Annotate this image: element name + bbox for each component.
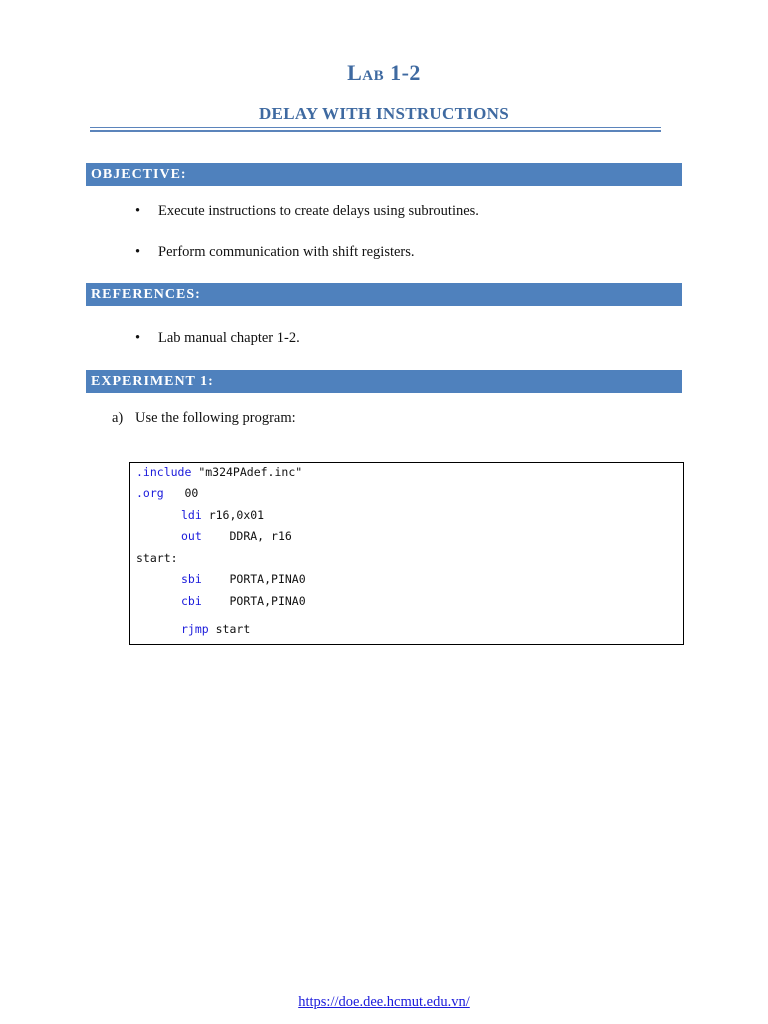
bullet-icon: • xyxy=(135,244,141,260)
code-keyword: cbi xyxy=(181,594,202,608)
references-heading: REFERENCES: xyxy=(86,283,682,306)
code-line-8 xyxy=(181,622,250,636)
references-item-1 xyxy=(135,329,300,347)
code-keyword: sbi xyxy=(181,572,202,586)
objective-heading: OBJECTIVE: xyxy=(86,163,682,186)
lab-title: Lab 1-2 xyxy=(347,60,421,85)
code-label: start: xyxy=(136,551,178,565)
title-rule-top xyxy=(90,127,661,128)
code-arg: DDRA, r16 xyxy=(201,529,292,543)
objective-item-2-text: Perform communication with shift registers. xyxy=(158,244,415,260)
bullet-icon: • xyxy=(135,203,141,219)
bullet-icon: • xyxy=(135,330,141,346)
code-line-1 xyxy=(136,465,302,479)
code-line-4 xyxy=(181,529,292,543)
code-arg: start xyxy=(208,622,251,636)
code-keyword: .include xyxy=(136,465,192,479)
code-line-3 xyxy=(181,508,264,522)
code-arg: PORTA,PINA0 xyxy=(201,594,306,608)
footer-link[interactable]: https://doe.dee.hcmut.edu.vn/ xyxy=(298,994,470,1010)
code-keyword: rjmp xyxy=(181,622,209,636)
code-arg: r16,0x01 xyxy=(201,508,265,522)
code-arg: PORTA,PINA0 xyxy=(201,572,306,586)
references-item-1-text: Lab manual chapter 1-2. xyxy=(158,330,300,346)
title-rule-bottom xyxy=(90,130,661,132)
code-line-5 xyxy=(136,551,178,565)
objective-item-1-text: Execute instructions to create delays using subroutines. xyxy=(158,203,479,219)
code-arg: 00 xyxy=(163,486,199,500)
page-footer xyxy=(0,994,768,1011)
objective-item-2 xyxy=(135,243,415,261)
code-line-2 xyxy=(136,486,198,500)
step-a-text: Use the following program: xyxy=(135,410,296,426)
code-keyword: .org xyxy=(136,486,164,500)
code-line-7 xyxy=(181,594,306,608)
step-a-marker: a) xyxy=(112,410,124,426)
code-keyword: out xyxy=(181,529,202,543)
experiment1-step-a xyxy=(112,409,296,427)
code-arg: "m324PAdef.inc" xyxy=(191,465,303,479)
experiment1-heading: EXPERIMENT 1: xyxy=(86,370,682,393)
objective-item-1 xyxy=(135,202,479,220)
code-line-6 xyxy=(181,572,306,586)
lab-subtitle: DELAY WITH INSTRUCTIONS xyxy=(258,104,509,123)
code-block xyxy=(129,462,684,645)
code-keyword: ldi xyxy=(181,508,202,522)
